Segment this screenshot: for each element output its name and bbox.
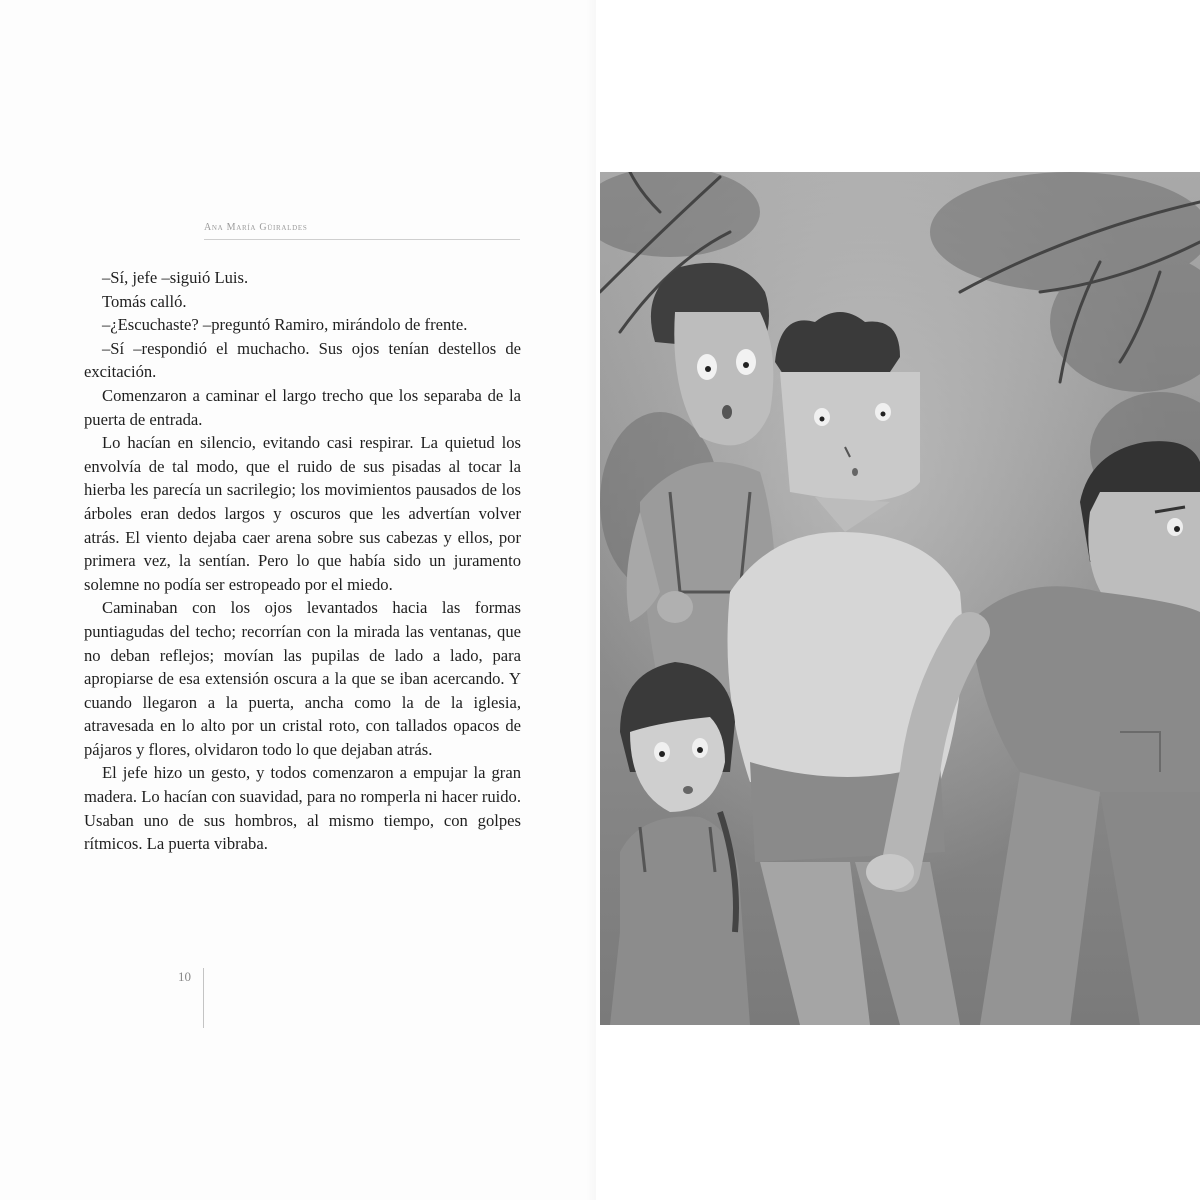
small-girl [610, 662, 750, 1025]
paragraph: El jefe hizo un gesto, y todos comenzaron a empujar la gran madera. Lo hacían con suavidad, para no romperla ni hacer ruido. Usaban uno de sus hombros, al mismo tiempo, con golpes rítmicos. La puerta vibraba. [84, 763, 521, 854]
running-header-author: Ana María Güiraldes [204, 222, 520, 240]
paragraph: Comenzaron a caminar el largo trecho que los separaba de la puerta de entrada. [84, 385, 521, 429]
paragraph: –¿Escuchaste? –preguntó Ramiro, mirándolo de frente. [102, 315, 468, 335]
paragraph: Lo hacían en silencio, evitando casi respirar. La quietud los envolvía de tal modo, que el ruido de sus pisadas al tocar la hierba les parecía un sacrilegio; los movimientos pausados de los árboles eran dedos largos y oscuros que les advertían volver atrás. El viento dejaba caer arena sobre sus cabezas y ellos, por primera vez, la sentían. Pero lo que había sido un juramento solemne no podía ser estropeado por el miedo. [84, 433, 521, 594]
paragraph: –Sí –respondió el muchacho. Sus ojos tenían destellos de excitación. [84, 338, 521, 382]
paragraph: Tomás calló. [102, 291, 187, 311]
body-text [84, 266, 521, 856]
paragraph: –Sí, jefe –siguió Luis. [102, 268, 249, 287]
clasped-hands [866, 854, 914, 890]
illustration [600, 172, 1200, 1025]
page-number: 10 [178, 969, 191, 984]
left-page [0, 0, 596, 1200]
page-number-rule [203, 968, 204, 1028]
illustration-drawing [600, 172, 1200, 1025]
paragraph: Caminaban con los ojos levantados hacia las formas puntiagudas del techo; recorrían con la mirada las ventanas, que no deban reflejos; movían las pupilas de lado a lado, para apropiarse de esa extensión oscura a la que se iban acercando. Y cuando llegaron a la puerta, ancha como la de la iglesia, atravesada en lo alto por un cristal roto, con tallados opacos de pájaros y flores, olvidaron todo lo que dejaban atrás. [84, 598, 521, 759]
